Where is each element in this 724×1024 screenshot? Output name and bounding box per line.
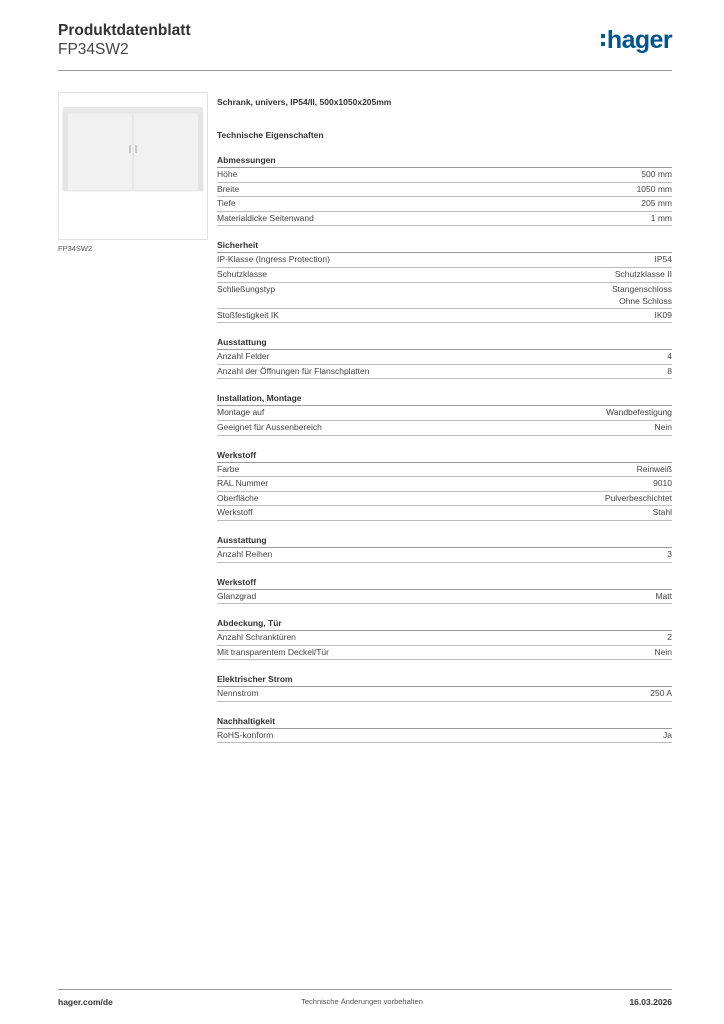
- logo-dots-icon: [601, 32, 605, 48]
- footer-notice: Technische Änderungen vorbehalten: [301, 997, 423, 1006]
- spec-row: [217, 253, 672, 268]
- spec-value: [655, 421, 672, 434]
- spec-value: [612, 283, 672, 308]
- spec-label: Anzahl Schranktüren: [217, 632, 296, 643]
- spec-value: [637, 183, 672, 196]
- spec-value: [641, 168, 672, 181]
- spec-row: [217, 168, 672, 183]
- spec-row: [217, 197, 672, 212]
- section-title: Abdeckung, Tür: [217, 617, 672, 631]
- section-title: Elektrischer Strom: [217, 673, 672, 687]
- spec-label: Mit transparentem Deckel/Tür: [217, 646, 329, 657]
- footer-divider: [58, 989, 672, 990]
- spec-label: Anzahl Felder: [217, 351, 270, 362]
- spec-sections: [217, 154, 672, 743]
- spec-value-line: Stahl: [652, 507, 672, 518]
- spec-value-line: 9010: [653, 478, 672, 489]
- hager-logo: [601, 26, 672, 54]
- spec-row: [217, 183, 672, 198]
- spec-row: [217, 548, 672, 563]
- footer-website: hager.com/de: [58, 997, 113, 1007]
- spec-value: [655, 590, 672, 603]
- spec-value: [641, 197, 672, 210]
- spec-value-line: Ohne Schloss: [619, 296, 672, 307]
- spec-row: [217, 729, 672, 744]
- spec-label: Nennstrom: [217, 688, 259, 699]
- spec-row: [217, 406, 672, 421]
- spec-label: RAL Nummer: [217, 478, 269, 489]
- spec-value-line: 205 mm: [641, 198, 672, 209]
- spec-row: [217, 421, 672, 436]
- section-title: Ausstattung: [217, 336, 672, 350]
- spec-value-line: 4: [667, 351, 672, 362]
- spec-value: [650, 687, 672, 700]
- spec-row: [217, 506, 672, 521]
- spec-value-line: IP54: [654, 254, 672, 265]
- spec-label: Oberfläche: [217, 492, 259, 503]
- spec-value: [615, 268, 672, 281]
- spec-value: [637, 463, 672, 476]
- spec-row: [217, 268, 672, 283]
- section-title: Ausstattung: [217, 534, 672, 548]
- footer-date: 16.03.2026: [629, 997, 672, 1007]
- spec-value: [655, 646, 672, 659]
- spec-row: [217, 365, 672, 380]
- product-image: [58, 92, 208, 240]
- header-divider: [58, 70, 672, 71]
- spec-value-line: 8: [667, 365, 672, 376]
- spec-value: [667, 631, 672, 644]
- spec-value: [606, 406, 672, 419]
- cabinet-illustration: [59, 93, 207, 239]
- spec-value-line: Matt: [655, 590, 672, 601]
- spec-value-line: 500 mm: [641, 169, 672, 179]
- spec-label: Höhe: [217, 169, 238, 179]
- section-title: Abmessungen: [217, 154, 672, 168]
- spec-value-line: IK09: [654, 309, 672, 320]
- spec-value: [667, 365, 672, 378]
- spec-label: Anzahl Reihen: [217, 548, 273, 559]
- spec-label: Schutzklasse: [217, 268, 268, 279]
- logo-wordmark: hager: [606, 26, 672, 54]
- section-title: Werkstoff: [217, 449, 672, 463]
- spec-value-line: 3: [667, 548, 672, 559]
- spec-row: [217, 477, 672, 492]
- spec-row: [217, 309, 672, 324]
- spec-value: [655, 253, 673, 266]
- spec-row: [217, 646, 672, 661]
- spec-label: Breite: [217, 183, 240, 194]
- spec-row: [217, 212, 672, 227]
- section-title: Werkstoff: [217, 576, 672, 590]
- section-title: Sicherheit: [217, 239, 672, 253]
- specifications: [217, 96, 672, 743]
- spec-row: [217, 687, 672, 702]
- spec-value: [663, 729, 672, 742]
- spec-label: Materialdicke Seitenwand: [217, 212, 314, 223]
- spec-value-line: 250 A: [650, 688, 672, 699]
- spec-value: [667, 350, 672, 363]
- technical-heading: Technische Eigenschaften: [217, 130, 324, 140]
- product-description: Schrank, univers, IP54/II, 500x1050x205mm: [217, 97, 392, 107]
- spec-value: [605, 492, 672, 505]
- document-title: Produktdatenblatt: [58, 22, 191, 39]
- section-title: Nachhaltigkeit: [217, 715, 672, 729]
- spec-value-line: Schutzklasse II: [614, 268, 672, 279]
- spec-value-line: Nein: [654, 646, 672, 657]
- spec-value-line: Stangenschloss: [611, 283, 672, 294]
- spec-label: Glanzgrad: [217, 590, 257, 601]
- product-code: FP34SW2: [58, 41, 129, 58]
- spec-value: [667, 548, 672, 561]
- spec-value: [655, 309, 673, 322]
- spec-row: [217, 492, 672, 507]
- spec-row: [217, 590, 672, 605]
- spec-value: [653, 506, 672, 519]
- spec-row: [217, 350, 672, 365]
- spec-label: RoHS-konform: [217, 729, 274, 740]
- image-caption: FP34SW2: [58, 244, 93, 253]
- spec-label: Tiefe: [217, 198, 236, 209]
- spec-label: Werkstoff: [217, 507, 253, 518]
- spec-value-line: Wandbefestigung: [606, 407, 672, 418]
- spec-label: Farbe: [217, 463, 240, 474]
- spec-label: Geeignet für Aussenbereich: [217, 421, 322, 432]
- spec-label: Anzahl der Öffnungen für Flanschplatten: [217, 365, 370, 376]
- spec-value-line: Nein: [654, 421, 672, 432]
- spec-value-line: 1050 mm: [636, 183, 672, 194]
- spec-row: [217, 463, 672, 478]
- spec-value-line: Pulverbeschichtet: [604, 492, 672, 503]
- spec-value-line: 1 mm: [650, 212, 672, 223]
- spec-value-line: 2: [667, 632, 672, 643]
- spec-label: IP-Klasse (Ingress Protection): [217, 254, 330, 265]
- spec-value-line: Ja: [663, 729, 672, 740]
- spec-value: [651, 212, 672, 225]
- spec-row: [217, 631, 672, 646]
- spec-value: [653, 477, 672, 490]
- spec-row: [217, 283, 672, 309]
- spec-label: Schließungstyp: [217, 283, 276, 294]
- spec-value-line: Reinweiß: [636, 463, 672, 474]
- spec-label: Montage auf: [217, 407, 265, 418]
- document-header: [58, 21, 191, 59]
- section-title: Installation, Montage: [217, 392, 672, 406]
- spec-label: Stoßfestigkeit IK: [217, 309, 279, 320]
